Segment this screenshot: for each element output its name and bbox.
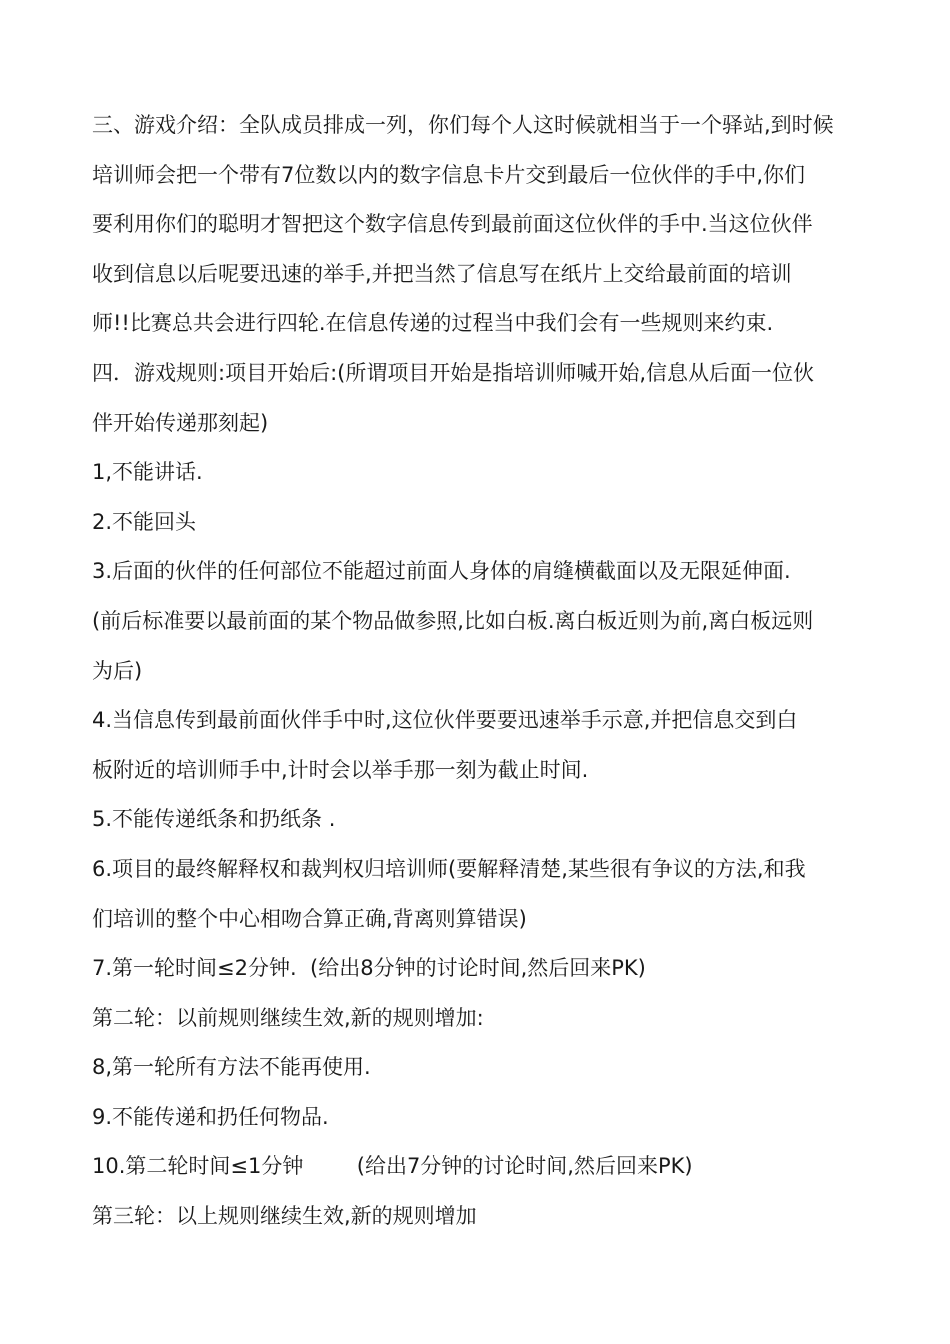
intro-line-4: 收到信息以后呢要迅速的举手,并把当然了信息写在纸片上交给最前面的培训 bbox=[92, 261, 792, 286]
intro-line-5: 师!!比赛总共会进行四轮.在信息传递的过程当中我们会有一些规则来约束. bbox=[92, 311, 774, 336]
intro-line-3: 要利用你们的聪明才智把这个数字信息传到最前面这位伙伴的手中.当这位伙伴 bbox=[92, 212, 813, 237]
rule-4-line-2: 板附近的培训师手中,计时会以举手那一刻为截止时间. bbox=[92, 757, 589, 782]
rule-3-note-line-1: (前后标准要以最前面的某个物品做参照,比如白板.离白板近则为前,离白板远则 bbox=[92, 608, 814, 633]
rules-heading-line-2: 伴开始传递那刻起) bbox=[92, 410, 269, 435]
rule-5: 5.不能传递纸条和扔纸条 . bbox=[92, 807, 336, 832]
rule-2: 2.不能回头 bbox=[92, 509, 197, 534]
rules-heading-line-1: 四．游戏规则:项目开始后:(所谓项目开始是指培训师喊开始,信息从后面一位伙 bbox=[92, 360, 815, 385]
rule-4-line-1: 4.当信息传到最前面伙伴手中时,这位伙伴要要迅速举手示意,并把信息交到白 bbox=[92, 708, 798, 733]
rule-3-note-line-2: 为后) bbox=[92, 658, 143, 683]
rule-6-line-2: 们培训的整个中心相吻合算正确,背离则算错误) bbox=[92, 906, 527, 931]
round-2-heading: 第二轮：以前规则继续生效,新的规则增加: bbox=[92, 1005, 484, 1030]
rule-1: 1,不能讲话. bbox=[92, 460, 203, 485]
intro-line-2: 培训师会把一个带有7位数以内的数字信息卡片交到最后一位伙伴的手中,你们 bbox=[92, 162, 806, 187]
document-body bbox=[92, 102, 872, 1243]
rule-7: 7.第一轮时间≤2分钟. (给出8分钟的讨论时间,然后回来PK) bbox=[92, 956, 646, 981]
intro-line-1: 三、游戏介绍：全队成员排成一列，你们每个人这时候就相当于一个驿站,到时候 bbox=[92, 113, 834, 137]
rule-3: 3.后面的伙伴的任何部位不能超过前面人身体的肩缝横截面以及无限延伸面. bbox=[92, 559, 791, 584]
rule-6-line-1: 6.项目的最终解释权和裁判权归培训师(要解释清楚,某些很有争议的方法,和我 bbox=[92, 856, 806, 881]
rule-8: 8,第一轮所有方法不能再使用. bbox=[92, 1055, 371, 1080]
rule-10: 10.第二轮时间≤1分钟 (给出7分钟的讨论时间,然后回来PK) bbox=[92, 1154, 693, 1179]
rule-9: 9.不能传递和扔任何物品. bbox=[92, 1104, 329, 1129]
round-3-heading: 第三轮：以上规则继续生效,新的规则增加 bbox=[92, 1204, 477, 1229]
